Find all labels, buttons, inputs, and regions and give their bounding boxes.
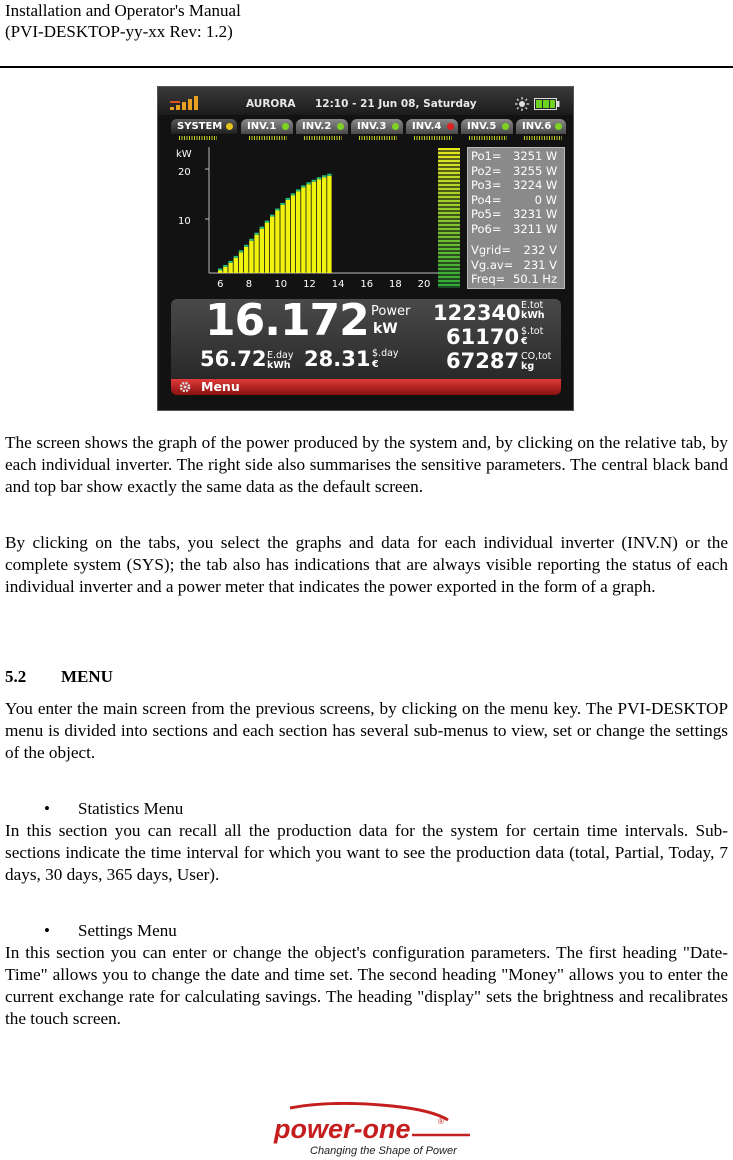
tab-label: INV.6 (522, 121, 552, 132)
chart-bar (317, 179, 321, 273)
brand-label: AURORA (246, 98, 296, 110)
battery-icon (534, 98, 560, 110)
param-value: 231 V (523, 257, 557, 272)
mini-meter (524, 136, 562, 140)
chart-bar-cap (270, 215, 274, 217)
section-number: 5.2 (5, 667, 27, 686)
co2-value: 67287 (446, 349, 520, 373)
chart-bar (228, 263, 232, 273)
mini-meter (249, 136, 287, 140)
mini-meter (179, 136, 217, 140)
chart-bar (301, 187, 305, 273)
parameters-panel (467, 147, 565, 289)
chart-bar-cap (317, 177, 321, 179)
chart-bar-cap (322, 175, 326, 177)
param-row (471, 257, 557, 272)
chart-bar-cap (327, 174, 331, 176)
param-label: Po6= (471, 221, 502, 236)
logo-tagline: Changing the Shape of Power (310, 1145, 457, 1157)
tab-system[interactable] (171, 119, 237, 134)
mini-meter (469, 136, 507, 140)
tab-label: INV.5 (467, 121, 497, 132)
param-label: Po4= (471, 192, 502, 207)
bullet-label: Statistics Menu (78, 799, 184, 818)
bullet-symbol: • (44, 921, 50, 940)
chart-bar-cap (234, 256, 238, 258)
param-value: 3224 W (513, 178, 558, 192)
chart-bar (306, 184, 310, 273)
tab-inv-5[interactable] (461, 119, 513, 134)
eday-unit: kWh (267, 360, 291, 371)
param-label: Po5= (471, 207, 502, 221)
chart-bar (254, 235, 258, 273)
y-tick-label: 20 (178, 167, 191, 178)
chart-bar (218, 270, 222, 273)
chart-bar (223, 267, 227, 273)
bullet-label: Settings Menu (78, 921, 177, 940)
paragraph-settings: In this section you can enter or change the object's configuration parameters. The first heading "Date-Time" allows you to change the date and time set. The second heading "Money" allows you to enter the current exchange rate for calculating savings. The heading "display" sets the brightness and recalibrates the touch screen. (5, 943, 728, 1028)
signal-icon (170, 95, 210, 111)
mini-meter (414, 136, 452, 140)
tab-label: SYSTEM (177, 121, 223, 132)
power-value: 16.172 (205, 295, 369, 346)
chart-bar-cap (306, 182, 310, 184)
sday-value: 28.31 (304, 347, 371, 371)
tab-inv-6[interactable] (516, 119, 566, 134)
param-label: Po2= (471, 163, 502, 178)
tab-inv-3[interactable] (351, 119, 403, 134)
y-axis-label: kW (176, 149, 192, 160)
top-bar (158, 87, 573, 115)
chart-bar (312, 182, 316, 273)
brightness-icon[interactable] (514, 97, 530, 111)
eday-value: 56.72 (200, 347, 267, 371)
param-row (471, 149, 558, 163)
chart-bar-cap (275, 209, 279, 211)
section-title: MENU (61, 667, 113, 686)
chart-bar (239, 252, 243, 273)
paragraph-graph-description: The screen shows the graph of the power produced by the system and, by clicking on the relative tab, by each individual inverter. The right side also summarises the sensitive parameters. The central black band and top bar show exactly the same data as the default screen. (5, 433, 728, 496)
param-label: Po3= (471, 178, 502, 192)
param-row (471, 272, 557, 286)
x-tick-label: 6 (217, 279, 224, 290)
status-dot-icon (282, 123, 289, 130)
sday-label: $.day (372, 348, 399, 359)
tab-inv-4[interactable] (406, 119, 458, 134)
tab-inv-2[interactable] (296, 119, 348, 134)
paragraph-menu: You enter the main screen from the previous screens, by clicking on the menu key. The PVI-DESKTOP menu is divided into sections and each section has several sub-menus to view, set or change the settings of the object. (5, 699, 728, 762)
chart-bar-cap (286, 198, 290, 200)
status-dot-icon (226, 123, 233, 130)
logo-registered: ® (438, 1117, 444, 1126)
param-row (471, 192, 557, 207)
x-tick-label: 16 (360, 279, 374, 290)
power-meter (438, 148, 462, 288)
x-tick-label: 12 (303, 279, 316, 290)
power-unit: kW (373, 321, 398, 337)
param-row (471, 163, 558, 178)
chart-bar-cap (301, 185, 305, 187)
chart-bar-cap (260, 227, 264, 229)
param-row (471, 178, 558, 192)
tab-inv-1[interactable] (241, 119, 293, 134)
tab-label: INV.4 (412, 121, 442, 132)
mini-meter (359, 136, 397, 140)
chart-bar-cap (249, 239, 253, 241)
chart-bar (270, 217, 274, 273)
chart-bar (275, 211, 279, 273)
co2-unit: kg (521, 361, 535, 372)
param-label: Vg.av= (471, 257, 514, 272)
param-value: 3211 W (513, 221, 558, 236)
tab-label: INV.1 (247, 121, 277, 132)
chart-bar-cap (291, 193, 295, 195)
gear-icon (179, 381, 191, 393)
device-screenshot (157, 86, 574, 411)
menu-button[interactable] (171, 379, 561, 395)
chart-bar (265, 223, 269, 273)
chart-bar (327, 176, 331, 273)
header-rule (0, 66, 733, 68)
status-dot-icon (392, 123, 399, 130)
param-value: 232 V (523, 243, 557, 257)
x-tick-label: 18 (389, 279, 402, 290)
header-title: Installation and Operator's Manual (5, 1, 241, 20)
param-label: Vgrid= (471, 243, 512, 257)
chart-bar (286, 200, 290, 273)
tab-label: INV.3 (357, 121, 387, 132)
eday-label: E.day (267, 350, 294, 361)
stot-value: 61170 (446, 325, 520, 349)
chart-bar-cap (223, 265, 227, 267)
sday-unit: € (372, 359, 379, 370)
section-heading (5, 667, 113, 687)
status-dot-icon (447, 123, 454, 130)
chart-bar-cap (296, 189, 300, 191)
chart-bar (291, 195, 295, 273)
chart-bar (322, 177, 326, 273)
bullet-statistics (44, 798, 184, 820)
chart-bar-cap (218, 268, 222, 270)
chart-bar-cap (239, 250, 243, 252)
param-value: 3231 W (513, 207, 558, 221)
chart-bar-cap (254, 233, 258, 235)
status-dot-icon (555, 123, 562, 130)
chart-bar (234, 258, 238, 273)
power-chart (158, 143, 458, 295)
chart-bar (244, 247, 248, 273)
param-label: Po1= (471, 149, 502, 163)
tab-label: INV.2 (302, 121, 332, 132)
datetime-label: 12:10 - 21 Jun 08, Saturday (315, 98, 477, 110)
chart-bar-cap (228, 261, 232, 263)
stot-unit: € (521, 336, 528, 347)
x-tick-label: 14 (331, 279, 345, 290)
etot-value: 122340 (433, 301, 521, 325)
mini-meter (304, 136, 342, 140)
paragraph-statistics: In this section you can recall all the production data for the system for certain time intervals. Sub-sections indicate the time interval for which you want to see the production data (total, Partial, Today, 7 days, 30 days, 365 days, User). (5, 821, 728, 884)
chart-bar (296, 191, 300, 273)
y-tick-label: 10 (178, 216, 191, 227)
x-tick-label: 8 (245, 279, 253, 290)
header-revision: (PVI-DESKTOP-yy-xx Rev: 1.2) (5, 22, 233, 41)
x-tick-label: 20 (417, 279, 431, 290)
status-dot-icon (337, 123, 344, 130)
param-row (471, 243, 557, 257)
running-header (5, 0, 241, 42)
param-row (471, 207, 558, 221)
x-tick-label: 10 (274, 279, 288, 290)
power-one-logo (272, 1102, 472, 1158)
paragraph-tabs: By clicking on the tabs, you select the graphs and data for each individual inverter (INV.N) or the complete system (SYS); the tab also has indications that are always visible reporting the status of each individual inverter and a power meter that indicates the power exported in the form of a graph. (5, 533, 728, 596)
param-label: Freq= (471, 272, 506, 286)
param-row (471, 221, 558, 236)
summary-band (171, 295, 561, 385)
menu-label: Menu (201, 379, 240, 394)
chart-bar (249, 241, 253, 273)
status-dot-icon (502, 123, 509, 130)
bullet-symbol: • (44, 799, 50, 818)
power-label: Power (371, 304, 411, 319)
param-value: 3255 W (513, 163, 558, 178)
stot-label: $.tot (521, 326, 544, 337)
chart-bar (280, 205, 284, 273)
param-value: 50.1 Hz (513, 272, 557, 286)
chart-bar-cap (244, 245, 248, 247)
logo-wordmark: power-one (274, 1114, 411, 1144)
co2-label: CO,tot (521, 351, 552, 362)
bullet-settings (44, 920, 177, 942)
etot-label: E.tot (521, 300, 544, 311)
param-value: 3251 W (513, 149, 558, 163)
param-value: 0 W (534, 192, 557, 207)
chart-bar-cap (280, 203, 284, 205)
chart-bar (260, 229, 264, 273)
etot-unit: kWh (521, 310, 545, 321)
chart-bar-cap (312, 180, 316, 182)
chart-bar-cap (265, 221, 269, 223)
